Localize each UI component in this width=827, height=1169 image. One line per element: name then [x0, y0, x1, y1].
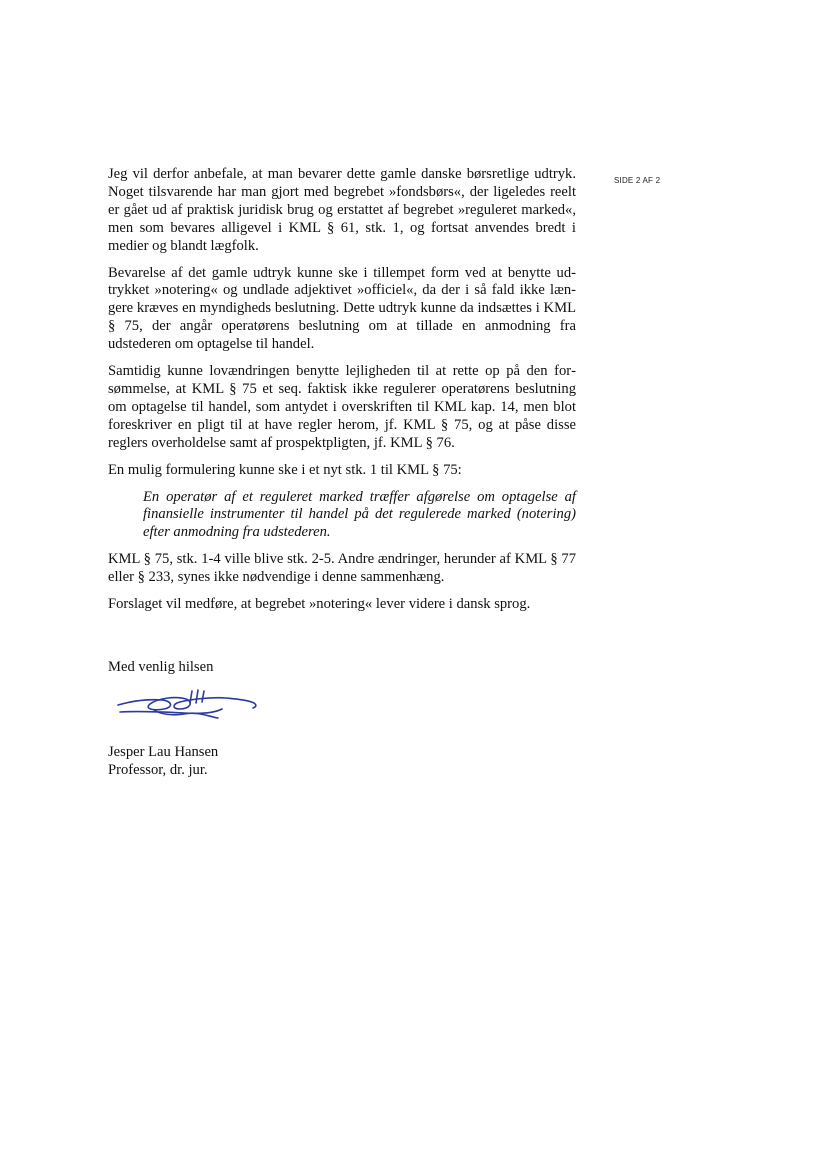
- sender-block: [108, 744, 218, 780]
- proposed-wording-quote: En operatør af et reguleret marked træffer afgørelse om optagelse af finansielle instrumenter til handel på det regulerede marked (notering) efter anmodning fra udstederen.: [143, 488, 576, 541]
- paragraph-amendment: Samtidig kunne lovændringen benytte lejligheden til at rette op på den forsømmelse, at KML § 75 et seq. faktisk ikke regulerer operatørens beslutning om optagelse til handel, som antydet i overskriften til KML kap. 14, men blot foreskriver en pligt til at have regler herom, jf. KML § 75, og at påse disse reglers overholdelse samt af prospektpligten, jf. KML § 76.: [108, 363, 576, 451]
- sender-title: Professor, dr. jur.: [108, 761, 208, 778]
- paragraph-preservation: Bevarelse af det gamle udtryk kunne ske i tillempet form ved at benytte udtrykket »notering« og undlade adjektivet »officiel«, da der i så fald ikke længere kræves en myndigheds beslutning. Dette udtryk kunne da indsættes i KML § 75, der angår operatørens beslutning om at tillade en anmodning fra udstederen om optagelse til handel.: [108, 264, 576, 353]
- page-number-label: SIDE 2 AF 2: [614, 176, 661, 185]
- letter-body: [108, 166, 576, 623]
- handwritten-signature: [114, 687, 264, 723]
- paragraph-recommendation: Jeg vil derfor anbefale, at man bevarer dette gamle danske børsretlige udtryk. Noget tilsvarende har man gjort med begrebet »fondsbørs«, der ligeledes reelt er gået ud af praktisk juridisk brug og erstattet af begrebet »reguleret marked«, men som bevares alligevel i KML § 61, stk. 1, og fortsat anvendes bredt i medier og blandt lægfolk.: [108, 166, 576, 254]
- closing-salutation: Med venlig hilsen: [108, 659, 214, 675]
- paragraph-formulation-intro: En mulig formulering kunne ske i et nyt stk. 1 til KML § 75:: [108, 461, 462, 478]
- sender-name: Jesper Lau Hansen: [108, 744, 219, 760]
- paragraph-renumbering: KML § 75, stk. 1-4 ville blive stk. 2-5. Andre ændringer, herunder af KML § 77 eller § 233, synes ikke nødvendige i denne sammenhæng.: [108, 551, 576, 586]
- paragraph-conclusion: Forslaget vil medføre, at begrebet »notering« lever videre i dansk sprog.: [108, 596, 531, 613]
